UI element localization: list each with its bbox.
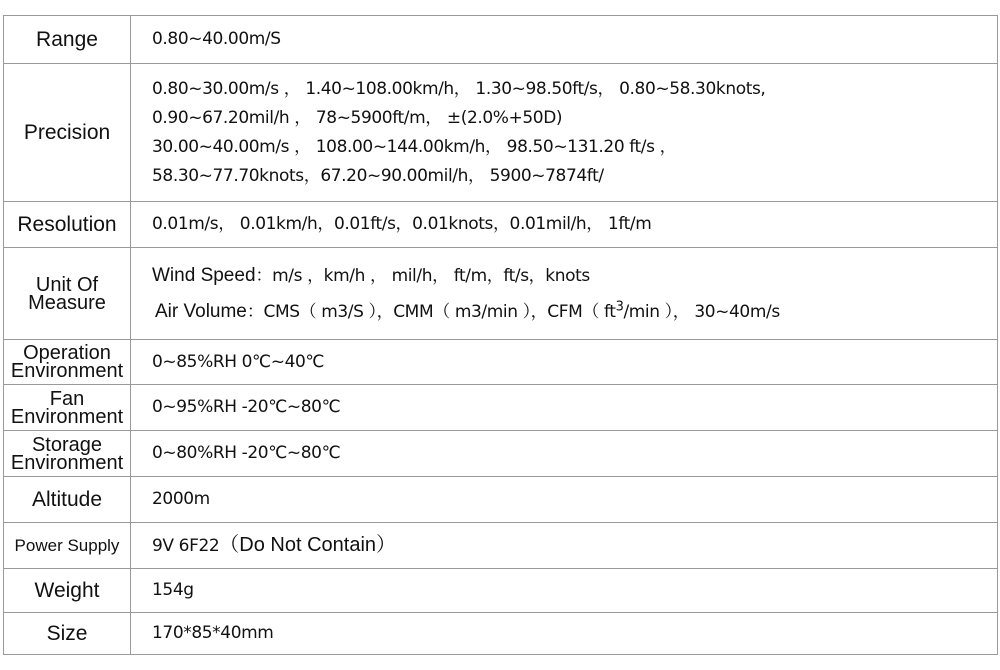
air-volume-value: ：CMS（ m3/S ），CMM（ m3/min ），CFM（ ft bbox=[246, 301, 616, 322]
specification-table bbox=[3, 15, 998, 655]
spec-label-size: Size bbox=[4, 613, 131, 655]
power-supply-note: （Do Not Contain） bbox=[219, 533, 397, 556]
label-line: Environment bbox=[10, 360, 124, 382]
spec-row-altitude bbox=[4, 477, 998, 523]
spec-row-unit-of-measure bbox=[4, 248, 998, 340]
label-line: Operation bbox=[23, 342, 111, 364]
air-volume-line bbox=[152, 294, 997, 330]
spec-row-resolution bbox=[4, 202, 998, 248]
air-volume-superscript: 3 bbox=[615, 298, 624, 314]
label-line: Measure bbox=[28, 291, 106, 314]
wind-speed-line bbox=[152, 258, 997, 294]
spec-value-fan-environment: 0~95%RH -20℃~80℃ bbox=[131, 385, 998, 431]
spec-value-range: 0.80~40.00m/S bbox=[131, 16, 998, 64]
spec-label-unit-of-measure bbox=[4, 248, 131, 340]
spec-value-precision bbox=[131, 64, 998, 202]
spec-value-altitude: 2000m bbox=[131, 477, 998, 523]
air-volume-label: Air Volume bbox=[155, 300, 247, 322]
spec-label-range: Range bbox=[4, 16, 131, 64]
precision-line-2: 0.90~67.20mil/h ， 78~5900ft/m， ±(2.0%+50D) bbox=[152, 107, 563, 128]
wind-speed-value: ：m/s ，km/h ， mil/h， ft/m，ft/s，knots bbox=[255, 265, 590, 286]
spec-row-power-supply bbox=[4, 523, 998, 569]
spec-row-range bbox=[4, 16, 998, 64]
spec-label-fan-environment bbox=[4, 385, 131, 431]
spec-value-operation-environment: 0~85%RH 0℃~40℃ bbox=[131, 340, 998, 385]
precision-line-3: 30.00~40.00m/s ， 108.00~144.00km/h， 98.50~131.20 ft/s ， bbox=[152, 136, 677, 157]
spec-row-storage-environment bbox=[4, 431, 998, 477]
wind-speed-label: Wind Speed bbox=[152, 264, 256, 286]
spec-row-size bbox=[4, 613, 998, 655]
spec-value-resolution: 0.01m/s， 0.01km/h，0.01ft/s，0.01knots，0.01mil/h， 1ft/m bbox=[131, 202, 998, 248]
label-line: Fan bbox=[49, 387, 85, 410]
spec-value-storage-environment: 0~80%RH -20℃~80℃ bbox=[131, 431, 998, 477]
spec-label-altitude: Altitude bbox=[4, 477, 131, 523]
spec-label-weight: Weight bbox=[4, 569, 131, 613]
spec-row-operation-environment bbox=[4, 340, 998, 385]
spec-value-size: 170*85*40mm bbox=[131, 613, 998, 655]
spec-label-power-supply: Power Supply bbox=[4, 523, 131, 569]
precision-line-4: 58.30~77.70knots，67.20~90.00mil/h， 5900~7874ft/ bbox=[152, 165, 604, 186]
spec-row-precision bbox=[4, 64, 998, 202]
air-volume-value-end: /min ）， 30~40m/s bbox=[623, 301, 780, 322]
label-line: Environment bbox=[10, 451, 124, 474]
label-line: Storage bbox=[31, 433, 103, 456]
spec-label-storage-environment bbox=[4, 431, 131, 477]
spec-label-precision: Precision bbox=[4, 64, 131, 202]
label-line: Environment bbox=[10, 405, 124, 428]
spec-label-resolution: Resolution bbox=[4, 202, 131, 248]
spec-value-power-supply bbox=[131, 523, 998, 569]
spec-label-operation-environment bbox=[4, 340, 131, 385]
label-line: Unit Of bbox=[35, 273, 99, 296]
spec-row-weight bbox=[4, 569, 998, 613]
spec-value-weight: 154g bbox=[131, 569, 998, 613]
precision-line-1: 0.80~30.00m/s ， 1.40~108.00km/h， 1.30~98.50ft/s， 0.80~58.30knots, bbox=[152, 78, 766, 99]
power-supply-value: 9V 6F22 bbox=[152, 535, 220, 556]
spec-value-unit-of-measure bbox=[131, 248, 998, 340]
spec-row-fan-environment bbox=[4, 385, 998, 431]
